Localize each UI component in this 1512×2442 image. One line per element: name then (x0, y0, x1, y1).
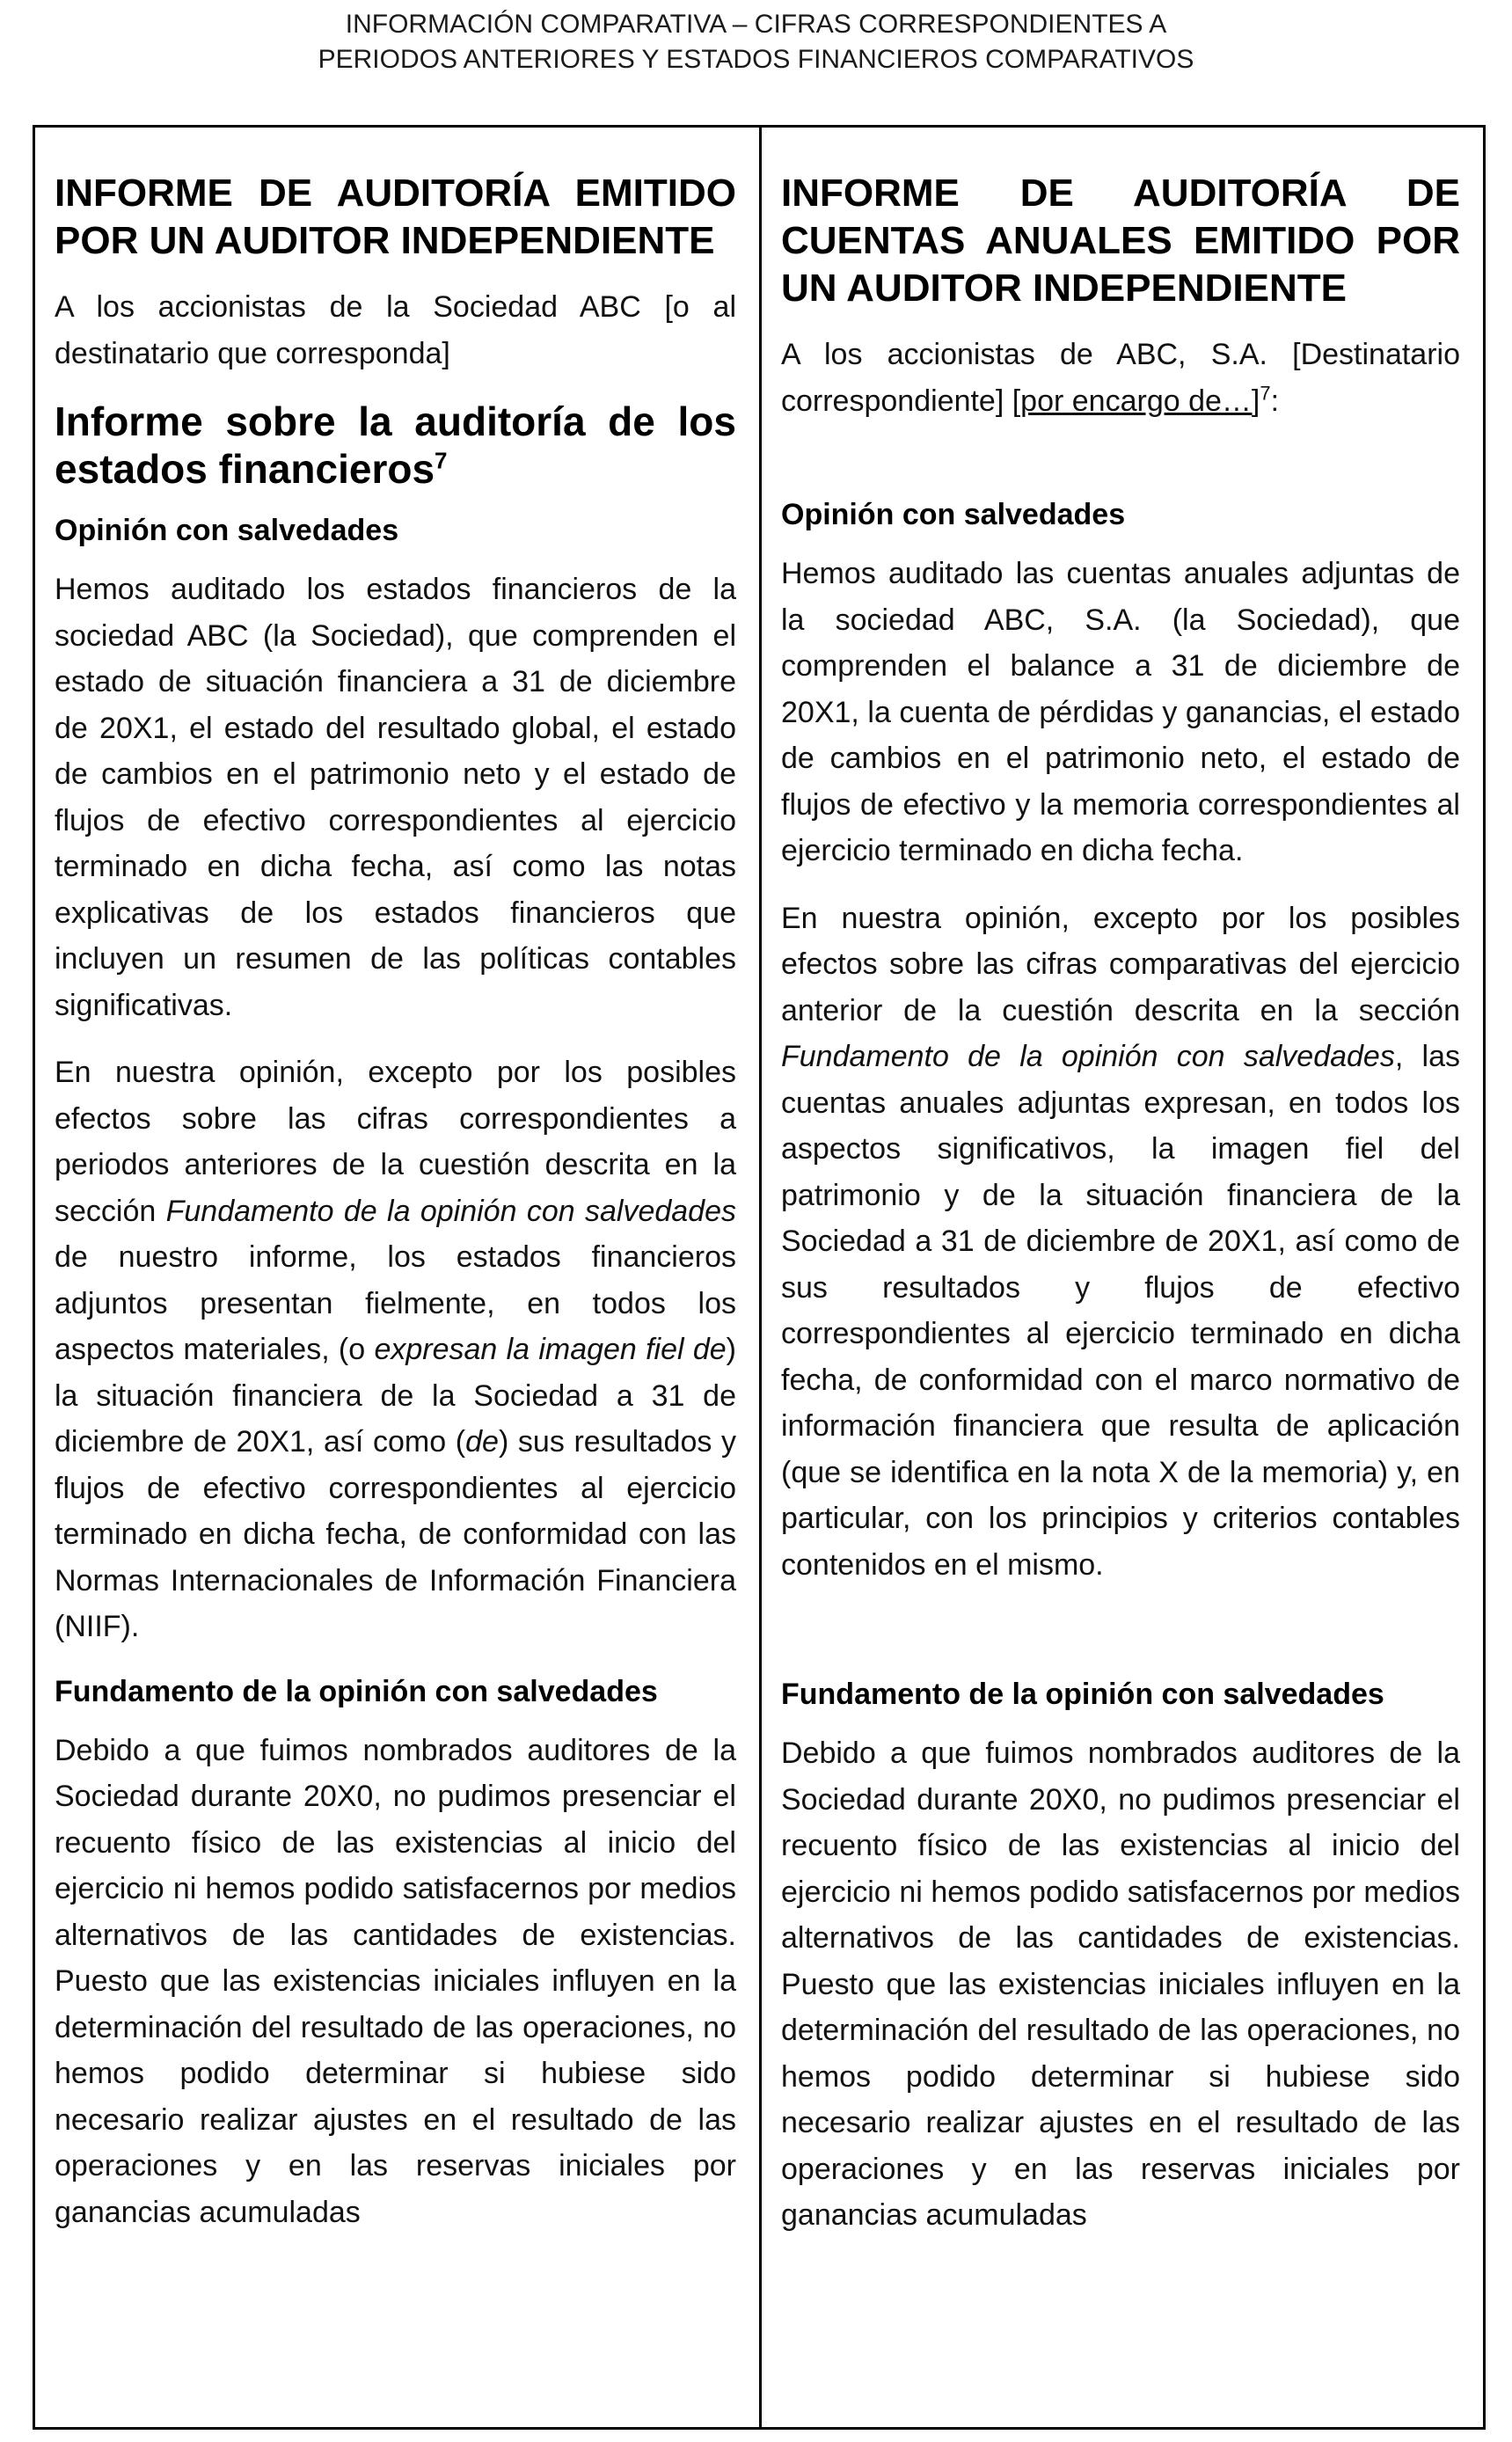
left-column (35, 128, 759, 2427)
left-opinion-heading: Opinión con salvedades (55, 514, 399, 547)
right-op2-italic-1: Fundamento de la opinión con salvedades (781, 1040, 1395, 1073)
page-header-line-1: INFORMACIÓN COMPARATIVA – CIFRAS CORRESPONDIENTES A (345, 10, 1167, 39)
left-basis-paragraph: Debido a que fuimos nombrados auditores de la Sociedad durante 20X0, no pudimos presenciar el recuento físico de las existencias al inicio del ejercicio ni hemos podido satisfacernos por medios alternativos de las cantidades de existencias. Puesto que las existencias iniciales influyen en la determinación del resultado de las operaciones, no hemos podido determinar si hubiese sido necesario realizar ajustes en el resultado de las operaciones y en las reservas iniciales por ganancias acumuladas (55, 1733, 736, 2229)
left-subtitle-footnote: 7 (435, 447, 448, 474)
right-addressee-colon: : (1270, 384, 1280, 418)
spacer (781, 445, 1460, 477)
left-op2-text-2: de nuestro informe, los estados financieros adjuntos presentan fielmente, en todos los aspectos materiales, (o (55, 1240, 736, 1366)
right-addressee-text: A los accionistas de ABC, S.A. [Destinatario correspondiente] (781, 338, 1460, 418)
left-op2-italic-2: expresan la imagen fiel de (374, 1333, 727, 1366)
right-opinion-heading: Opinión con salvedades (781, 498, 1126, 531)
right-addressee-footnote: 7 (1260, 382, 1271, 405)
left-op2-text-4: ) sus resultados y flujos de efectivo correspondientes al ejercicio terminado en dicha fecha, de conformidad con las Normas Internacionales de Información Financiera (NIIF). (55, 1425, 736, 1643)
left-opinion-paragraph-2 (55, 1049, 736, 1650)
right-addressee (781, 332, 1460, 424)
right-basis-paragraph: Debido a que fuimos nombrados auditores de la Sociedad durante 20X0, no pudimos presenciar el recuento físico de las existencias al inicio del ejercicio ni hemos podido satisfacernos por medios alternativos de las cantidades de existencias. Puesto que las existencias iniciales influyen en la determinación del resultado de las operaciones, no hemos podido determinar si hubiese sido necesario realizar ajustes en el resultado de las operaciones y en las reservas iniciales por ganancias acumuladas (781, 1736, 1460, 2232)
right-opinion-paragraph-2 (781, 896, 1460, 1589)
left-subtitle-text: Informe sobre la auditoría de los estados financieros (55, 398, 736, 492)
right-opinion-paragraph-1: Hemos auditado las cuentas anuales adjuntas de la sociedad ABC, S.A. (la Sociedad), que comprenden el balance a 31 de diciembre de 20X1, la cuenta de pérdidas y ganancias, el estado de cambios en el patrimonio neto, el estado de flujos de efectivo y la memoria correspondientes al ejercicio terminado en dicha fecha. (781, 557, 1460, 867)
comparison-table (33, 125, 1486, 2430)
spacer (781, 1609, 1460, 1656)
page-header-line-2: PERIODOS ANTERIORES Y ESTADOS FINANCIEROS COMPARATIVOS (318, 45, 1194, 74)
right-op2-text-2: , las cuentas anuales adjuntas expresan, en todos los aspectos significativos, la imagen fiel del patrimonio y de la situación financiera de la Sociedad a 31 de diciembre de 20X1, así como de sus resultados y flujos de efectivo correspondientes al ejercicio terminado en dicha fecha, de conformidad con el marco normativo de información financiera que resulta de aplicación (que se identifica en la nota X de la memoria) y, en particular, con los principios y criterios contables contenidos en el mismo. (781, 1040, 1460, 1582)
left-op2-text-1: En nuestra opinión, excepto por los posibles efectos sobre las cifras correspondientes a periodos anteriores de la cuestión descrita en la sección (55, 1056, 736, 1228)
right-addressee-bracket: [por encargo de…] (1012, 384, 1260, 418)
page-header (0, 7, 1512, 77)
right-report-title: INFORME DE AUDITORÍA DE CUENTAS ANUALES EMITIDO POR UN AUDITOR INDEPENDIENTE (781, 172, 1460, 310)
right-column (759, 128, 1483, 2427)
left-report-title: INFORME DE AUDITORÍA EMITIDO POR UN AUDITOR INDEPENDIENTE (55, 172, 736, 262)
left-op2-italic-1: Fundamento de la opinión con salvedades (165, 1194, 736, 1228)
left-op2-text-3: ) la situación financiera de la Sociedad a 31 de diciembre de 20X1, así como ( (55, 1333, 736, 1459)
left-op2-italic-3: de (465, 1425, 499, 1459)
right-basis-heading: Fundamento de la opinión con salvedades (781, 1678, 1384, 1711)
left-addressee: A los accionistas de la Sociedad ABC [o al destinatario que corresponda] (55, 290, 736, 370)
left-opinion-paragraph-1: Hemos auditado los estados financieros de la sociedad ABC (la Sociedad), que comprenden el estado de situación financiera a 31 de diciembre de 20X1, el estado del resultado global, el estado de cambios en el patrimonio neto y el estado de flujos de efectivo correspondientes al ejercicio terminado en dicha fecha, así como las notas explicativas de los estados financieros que incluyen un resumen de las políticas contables significativas. (55, 573, 736, 1022)
left-basis-heading: Fundamento de la opinión con salvedades (55, 1674, 658, 1708)
right-op2-text-1: En nuestra opinión, excepto por los posibles efectos sobre las cifras comparativas del ejercicio anterior de la cuestión descrita en la sección (781, 901, 1460, 1027)
left-report-subtitle (55, 398, 736, 493)
